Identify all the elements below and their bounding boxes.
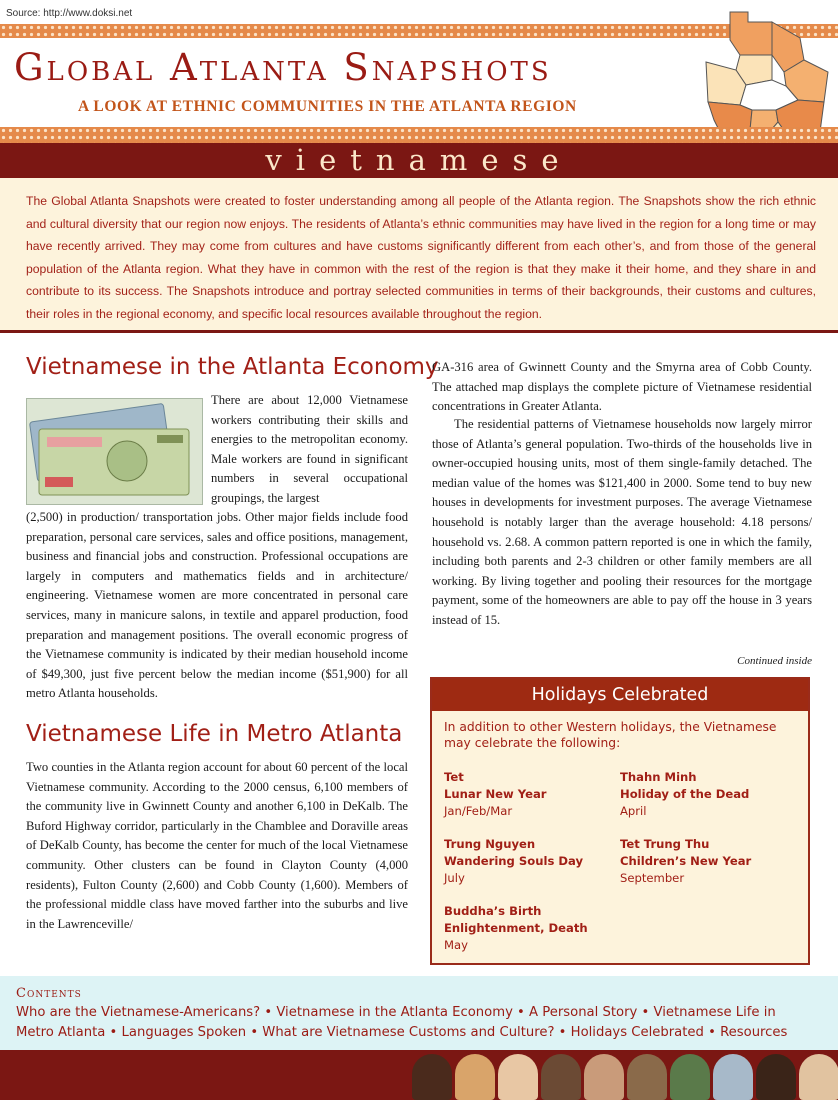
life-text: Two counties in the Atlanta region account for about 60 percent of the local Vietnamese community. According to the 2000 census, 6,100 members of the community live in Gwinnett County and another 6,100 in DeKalb. The Buford Highway corridor, particularly in the Chamblee and Doraville areas of DeKalb County, has become the center for much of the local Vietnamese community. Other clusters can be found in Clayton County (4,000 residents), Fulton County (2,600) and Cobb County (1,600). Members of the professional middle class have moved farther into the suburbs and live in the Lawrenceville/: [26, 760, 408, 931]
holiday-name: Tet Trung Thu: [620, 837, 710, 851]
economy-text: (2,500) in production/ transportation jobs. Other major fields include food preparation, personal care services, sales and office positions, management, business and financial jobs and construction. Professional occupations are largely in computers and mathematics fields and in architecture/ engineering. Vietnamese women are more concentrated in personal care services, many in manicure salons, in textile and apparel production, food preparation and management positions. The overall economic progress of the Vietnamese community is indicated by their median household income of $49,300, just five percent below the median income ($51,900) for all metro Atlanta households.: [26, 510, 408, 701]
portrait-photo-icon: [799, 1054, 838, 1100]
portrait-photo-icon: [670, 1054, 710, 1100]
contents-list: Who are the Vietnamese-Americans? • Vietnamese in the Atlanta Economy • A Personal Story • Vietnamese Life in Metro Atlanta • Languages Spoken • What are Vietnamese Customs and Culture? • Holidays Celebrated • Resources: [16, 1005, 788, 1040]
holiday-description: Children’s New Year: [620, 854, 752, 868]
portrait-photo-icon: [541, 1054, 581, 1100]
right-column-paragraph-1: GA-316 area of Gwinnett County and the Smyrna area of Cobb County. The attached map displays the complete picture of Vietnamese residential concentrations in Greater Atlanta.: [432, 360, 812, 414]
publication-subtitle: A LOOK AT ETHNIC COMMUNITIES IN THE ATLANTA REGION: [78, 98, 577, 115]
life-heading: Vietnamese Life in Metro Atlanta: [26, 721, 403, 747]
intro-text: The Global Atlanta Snapshots were created to foster understanding among all people of the Atlanta region. The Snapshots show the rich ethnic and cultural diversity that our region now enjoys. The residents of Atlanta’s ethnic communities may have lived in the region for a long time or may have recently arrived. They may come from cultures and have customs significantly different from each other’s, and from those of the general population of the Atlanta region. What they have in common with the rest of the region is that they make it their home, and they share in and contribute to its success. The Snapshots introduce and portray selected communities in terms of their backgrounds, their customs and cultures, their roles in the regional economy, and specific local resources available throughout the region.: [26, 194, 816, 321]
holiday-description: Holiday of the Dead: [620, 787, 750, 801]
holiday-name: Tet: [444, 770, 464, 784]
holiday-description: Wandering Souls Day: [444, 854, 584, 868]
continued-inside-note: Continued inside: [737, 655, 812, 667]
portrait-photo-icon: [627, 1054, 667, 1100]
holiday-item: [444, 769, 614, 820]
community-name: vietnamese: [265, 143, 573, 177]
holiday-date: September: [620, 871, 685, 885]
holiday-name: Buddha’s Birth: [444, 904, 542, 918]
portrait-photo-icon: [412, 1054, 452, 1100]
publication-title: Global Atlanta Snapshots: [14, 46, 552, 89]
holiday-date: April: [620, 804, 647, 818]
holiday-item: [444, 903, 614, 954]
holiday-item: [620, 769, 805, 820]
economy-heading: Vietnamese in the Atlanta Economy: [26, 354, 439, 380]
portrait-photo-icon: [498, 1054, 538, 1100]
holidays-intro: In addition to other Western holidays, the Vietnamese may celebrate the following:: [444, 720, 777, 750]
holiday-date: May: [444, 938, 468, 952]
holiday-description: Lunar New Year: [444, 787, 547, 801]
holiday-date: July: [444, 871, 465, 885]
source-url: Source: http://www.doksi.net: [6, 8, 133, 19]
economy-text-beside-image: There are about 12,000 Vietnamese workers contributing their skills and energies to the metropolitan economy. Male workers are found in significant numbers in several occupational groupings, the largest: [211, 393, 408, 505]
holiday-name: Thahn Minh: [620, 770, 697, 784]
portrait-photo-icon: [584, 1054, 624, 1100]
holiday-description: Enlightenment, Death: [444, 921, 588, 935]
portrait-photo-icon: [756, 1054, 796, 1100]
dotted-band-middle: [0, 127, 838, 143]
portrait-photo-icon: [713, 1054, 753, 1100]
holiday-item: [444, 836, 614, 887]
holiday-name: Trung Nguyen: [444, 837, 536, 851]
currency-photo-icon: [26, 398, 203, 505]
portrait-photo-icon: [455, 1054, 495, 1100]
holidays-heading: Holidays Celebrated: [432, 679, 808, 711]
right-column-paragraph-2: The residential patterns of Vietnamese households now largely mirror those of Atlanta’s general population. Two-thirds of the households live in owner-occupied housing units, most of them single-family detached. The median value of the homes was $121,400 in 2000. Some tend to buy new houses in developments for investment purposes. The average Vietnamese household is notably larger than the average household: 4.18 persons/ household vs. 2.68. A common pattern reported is one in which the family, including both parents and 2-3 children or other family members are all working. By living together and pooling their resources for the mortgage payment, some of the homeowners are able to pay off the house in 3 years instead of 15.: [432, 417, 812, 627]
contents-label: Contents: [16, 986, 82, 1001]
holiday-date: Jan/Feb/Mar: [444, 804, 513, 818]
holiday-item: [620, 836, 805, 887]
